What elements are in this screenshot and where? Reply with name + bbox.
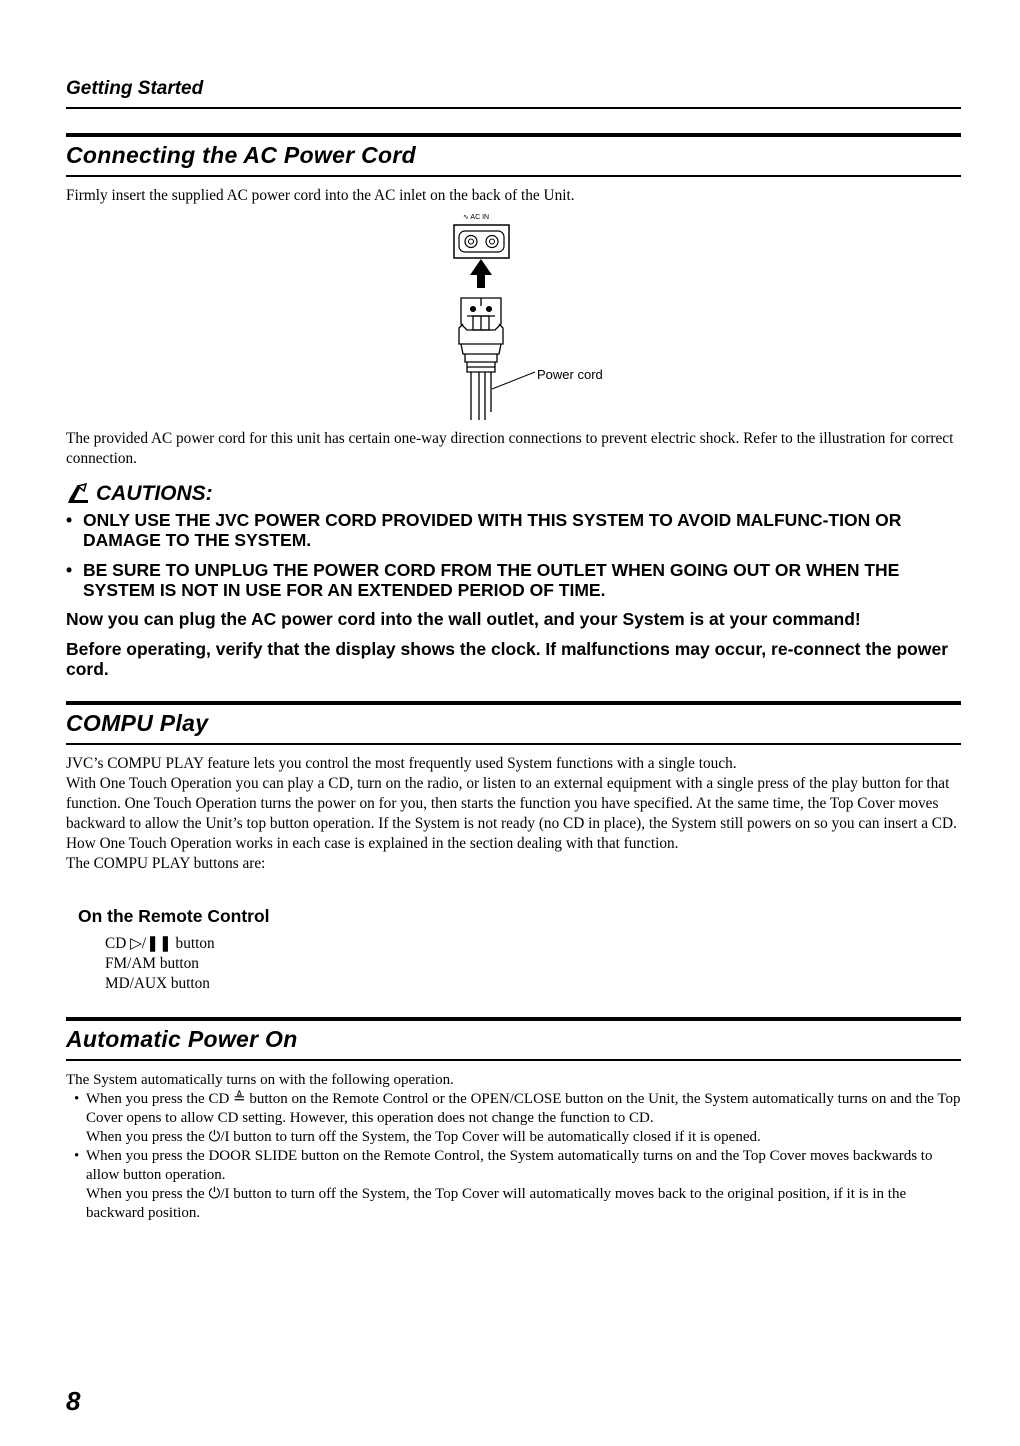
compu-buttons-list: [105, 934, 215, 994]
compu-line: JVC’s COMPU PLAY feature lets you control the most frequently used System functions with a single touch.: [66, 755, 737, 772]
auto-power-intro: The System automatically turns on with the following operation.: [66, 1072, 454, 1088]
compu-line: How One Touch Operation works in each case is explained in the section dealing with that function.: [66, 835, 679, 852]
caution-hand-icon: [66, 483, 90, 505]
auto-power-item-main: When you press the CD ≜ button on the Remote Control or the OPEN/CLOSE button on the Unit, the System automatically turns on and the Top Cover opens to allow CD setting. However, this operation does not change the function to CD.: [86, 1091, 961, 1126]
plug-in-instruction: Now you can plug the AC power cord into the wall outlet, and your System is at your command!: [66, 609, 861, 629]
power-cord-label: Power cord: [537, 367, 603, 382]
auto-power-item-sub: When you press the ⏻/I button to turn off the System, the Top Cover will be automatically closed if it is opened.: [86, 1129, 761, 1145]
caution-item: • BE SURE TO UNPLUG THE POWER CORD FROM THE OUTLET WHEN GOING OUT OR WHEN THE SYSTEM IS NOT IN USE FOR AN EXTENDED PERIOD OF TIME.: [66, 560, 900, 600]
power-cord-illustration: [445, 212, 625, 424]
section-top-rule: [66, 133, 961, 137]
plug-icon: [459, 298, 503, 420]
compu-button-item: FM/AM button: [105, 955, 199, 972]
section-top-rule: [66, 701, 961, 705]
section-top-rule: [66, 1017, 961, 1021]
auto-power-item: • When you press the DOOR SLIDE button on the Remote Control, the System automatically turns on and the Top Cover moves backwards to allow button operation. When you press the ⏻/I button to turn off the System, the Top Cover will automatically moves back to the original position, if it is in the backward position.: [66, 1147, 961, 1223]
caution-item-text: ONLY USE THE JVC POWER CORD PROVIDED WITH THIS SYSTEM TO AVOID MALFUNC-TION OR DAMAGE TO THE SYSTEM.: [83, 510, 902, 550]
auto-power-item-sub: When you press the ⏻/I button to turn off the System, the Top Cover will automatically moves back to the original position, if it is in the backward position.: [86, 1186, 907, 1221]
section-title-auto-power: Automatic Power On: [66, 1026, 298, 1052]
cautions-heading: [66, 482, 213, 506]
ac-intro-text: Firmly insert the supplied AC power cord into the AC inlet on the back of the Unit.: [66, 187, 575, 204]
section-bottom-rule: [66, 1059, 961, 1061]
section-title-ac-power: Connecting the AC Power Cord: [66, 142, 416, 168]
compu-line: The COMPU PLAY buttons are:: [66, 855, 266, 872]
page-number: 8: [66, 1386, 81, 1416]
compu-button-item: CD ▷/❚❚ button: [105, 935, 215, 952]
cautions-list: [66, 510, 961, 610]
power-cord-figure: [445, 212, 625, 424]
compu-button-item: MD/AUX button: [105, 975, 210, 992]
caution-item-text: BE SURE TO UNPLUG THE POWER CORD FROM THE OUTLET WHEN GOING OUT OR WHEN THE SYSTEM IS NOT IN USE FOR AN EXTENDED PERIOD OF TIME.: [83, 560, 900, 600]
section-bottom-rule: [66, 175, 961, 177]
ac-in-label: ∿ AC IN: [463, 214, 490, 221]
compu-line: With One Touch Operation you can play a CD, turn on the radio, or listen to an external equipment with a single press of the play button for that function. One Touch Operation turns the power on for you, then starts the function you have specified. At the same time, the Top Cover moves backward to allow the Unit’s top button operation. If the System is not ready (no CD in place), the System still powers on so you can insert a CD.: [66, 775, 957, 832]
auto-power-item-main: When you press the DOOR SLIDE button on the Remote Control, the System automatically turns on and the Top Cover moves backwards to allow button operation.: [86, 1148, 933, 1183]
section-title-compu-play: COMPU Play: [66, 710, 209, 736]
running-header: Getting Started: [66, 78, 204, 99]
ac-inlet-icon: [454, 225, 509, 258]
auto-power-list: [66, 1090, 961, 1223]
ac-note-text: The provided AC power cord for this unit has certain one-way direction connections to prevent electric shock. Refer to the illustration for correct connection.: [66, 430, 954, 467]
verify-clock-instruction: Before operating, verify that the display shows the clock. If malfunctions may occur, re-connect the power cord.: [66, 639, 949, 679]
header-rule: [66, 107, 961, 109]
caution-item: • ONLY USE THE JVC POWER CORD PROVIDED WITH THIS SYSTEM TO AVOID MALFUNC-TION OR DAMAGE TO THE SYSTEM.: [66, 510, 902, 550]
section-bottom-rule: [66, 743, 961, 745]
compu-play-text: [66, 754, 961, 874]
cautions-heading-text: CAUTIONS:: [96, 482, 213, 505]
remote-control-heading: On the Remote Control: [78, 906, 270, 926]
arrow-up-icon: [470, 259, 492, 288]
auto-power-item: • When you press the CD ≜ button on the Remote Control or the OPEN/CLOSE button on the Unit, the System automatically turns on and the Top Cover opens to allow CD setting. However, this operation does not change the function to CD. When you press the ⏻/I button to turn off the System, the Top Cover will be automatically closed if it is opened.: [74, 1091, 961, 1145]
